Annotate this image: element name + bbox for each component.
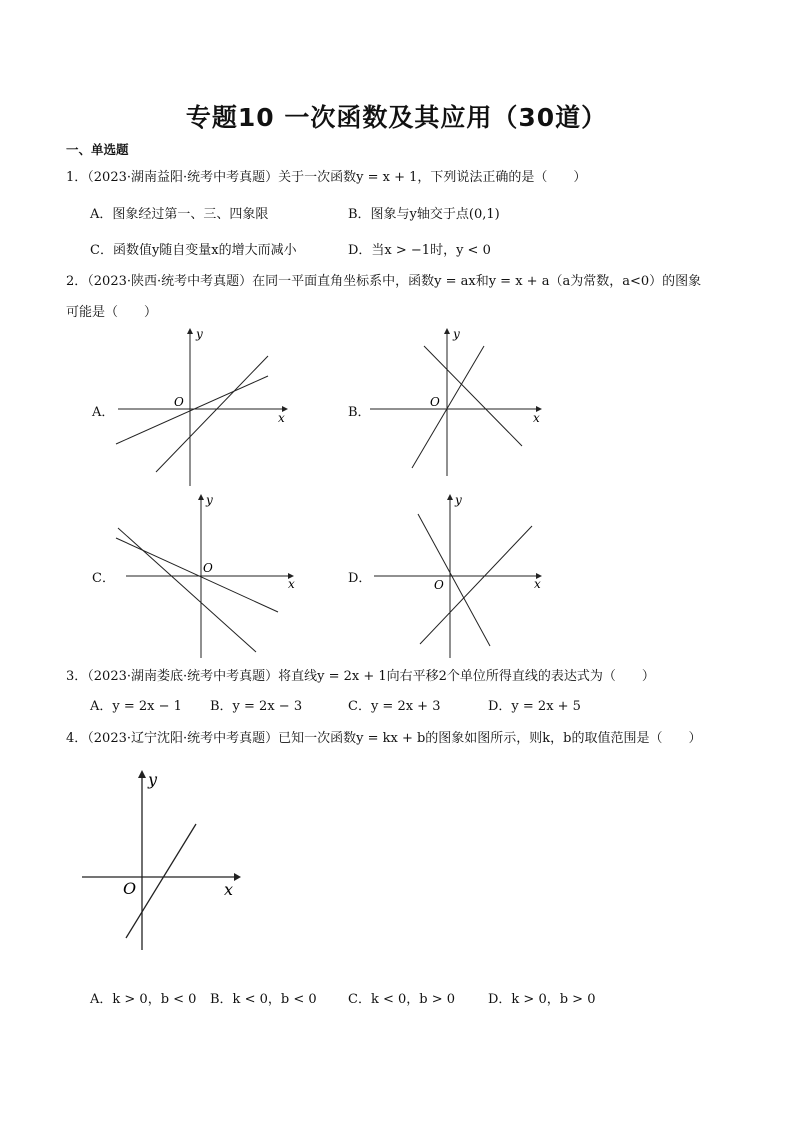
q1-option-b[interactable]: B．图象与y轴交于点(0,1) <box>348 207 500 222</box>
origin-label: O <box>430 395 440 409</box>
x-arrow <box>234 873 241 881</box>
q4-graph <box>78 768 248 953</box>
q2-stem-line1: 2．（2023·陕西·统考中考真题）在同一平面直角坐标系中，函数y = ax和y = x + a（a为常数，a<0）的图象 <box>66 274 702 289</box>
q4-option-a[interactable]: A．k > 0，b < 0 <box>90 992 197 1007</box>
origin-label: O <box>434 578 444 592</box>
y-label: y <box>455 493 462 507</box>
q1-stem: 1．（2023·湖南益阳·统考中考真题）关于一次函数y = x + 1，下列说法正确的是（ ） <box>66 170 587 185</box>
y-label: y <box>453 327 460 341</box>
origin-label: O <box>174 395 184 409</box>
q3-option-b[interactable]: B．y = 2x − 3 <box>210 699 303 714</box>
line-2 <box>118 528 256 652</box>
line-1 <box>116 376 268 444</box>
q2-graph-a <box>110 326 290 486</box>
x-label: x <box>224 880 234 899</box>
y-arrow <box>198 494 204 500</box>
q4-stem: 4．（2023·辽宁沈阳·统考中考真题）已知一次函数y = kx + b的图象如图所示，则k，b的取值范围是（ ） <box>66 731 702 746</box>
line-2 <box>156 356 268 472</box>
q2-option-a[interactable]: A． <box>92 405 115 420</box>
q3-option-d[interactable]: D．y = 2x + 5 <box>488 699 581 714</box>
line-y-kx-b <box>126 824 196 938</box>
y-arrow <box>447 494 453 500</box>
q2-option-b[interactable]: B． <box>348 405 371 420</box>
q1-option-a[interactable]: A．图象经过第一、三、四象限 <box>90 207 269 222</box>
section-heading: 一、单选题 <box>66 142 129 157</box>
q2-stem-line2: 可能是（ ） <box>66 305 158 320</box>
origin-label: O <box>203 561 213 575</box>
q1-option-d[interactable]: D．当x > −1时，y < 0 <box>348 243 491 258</box>
q2-option-c[interactable]: C． <box>92 571 115 586</box>
q1-option-c[interactable]: C．函数值y随自变量x的增大而减小 <box>90 243 297 258</box>
q3-option-c[interactable]: C．y = 2x + 3 <box>348 699 441 714</box>
x-label: x <box>278 411 285 425</box>
line-2 <box>412 346 484 468</box>
q3-stem: 3．（2023·湖南娄底·统考中考真题）将直线y = 2x + 1向右平移2个单位所得直线的表达式为（ ） <box>66 669 655 684</box>
q3-option-a[interactable]: A．y = 2x − 1 <box>90 699 182 714</box>
y-label: y <box>206 493 213 507</box>
q4-option-d[interactable]: D．k > 0，b > 0 <box>488 992 596 1007</box>
q2-graph-b <box>370 326 550 486</box>
q2-graph-d <box>370 492 560 660</box>
y-arrow <box>138 770 146 778</box>
q2-option-d[interactable]: D． <box>348 571 372 586</box>
q2-graph-c <box>110 492 300 660</box>
y-label: y <box>148 770 158 789</box>
line-1 <box>116 538 278 612</box>
origin-label: O <box>123 879 137 898</box>
line-1 <box>418 514 490 646</box>
q4-option-c[interactable]: C．k < 0，b > 0 <box>348 992 456 1007</box>
q4-option-b[interactable]: B．k < 0，b < 0 <box>210 992 317 1007</box>
page-title: 专题10 一次函数及其应用（30道） <box>185 103 608 132</box>
y-label: y <box>196 327 203 341</box>
y-arrow <box>444 328 450 334</box>
x-label: x <box>288 577 295 591</box>
x-label: x <box>534 577 541 591</box>
x-label: x <box>533 411 540 425</box>
y-arrow <box>187 328 193 334</box>
